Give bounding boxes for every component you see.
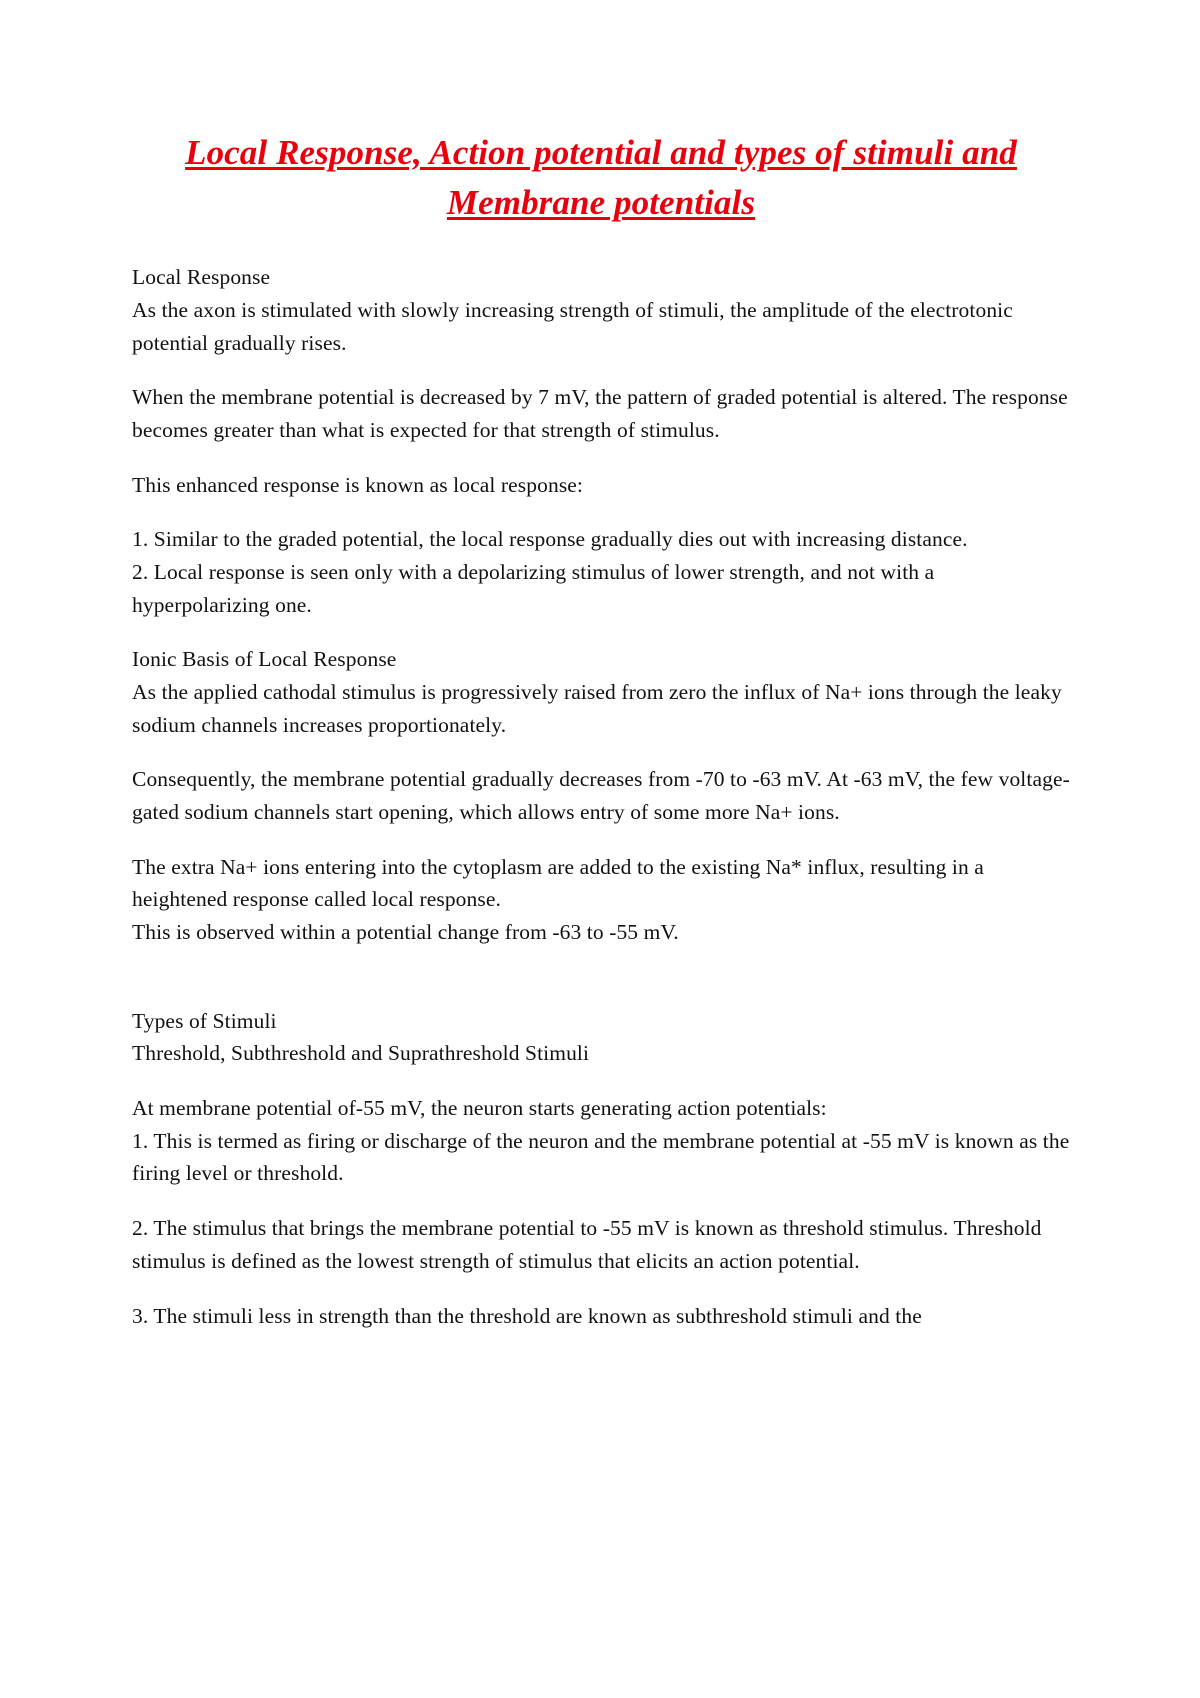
text-line: 2. Local response is seen only with a depolarizing stimulus of lower strength, and not with a hyperpolarizing one. [132,560,935,617]
text-line: Local Response [132,265,271,290]
text-line: Threshold, Subthreshold and Suprathreshold Stimuli [132,1041,590,1066]
section-spacer [132,971,1070,1005]
paragraph-enhanced-response: This enhanced response is known as local response: [132,472,584,497]
paragraph-threshold-stimulus: 2. The stimulus that brings the membrane potential to -55 mV is known as threshold stimulus. Threshold stimulus is defined as the lowest strength of stimulus that elicits an action potential. [132,1216,1042,1273]
text-line: As the applied cathodal stimulus is progressively raised from zero the influx of Na+ ions through the leaky sodium channels increases proportionately. [132,680,1062,737]
text-line: This is observed within a potential change from -63 to -55 mV. [132,920,679,945]
paragraph-extra-na-ions [132,851,1070,949]
paragraph-types-of-stimuli-heading [132,1005,1070,1070]
paragraph-subthreshold-stimuli: 3. The stimuli less in strength than the threshold are known as subthreshold stimuli and the [132,1303,922,1328]
text-line: As the axon is stimulated with slowly increasing strength of stimuli, the amplitude of the electrotonic potential gradually rises. [132,298,1013,355]
text-line: 1. This is termed as firing or discharge of the neuron and the membrane potential at -55 mV is known as the firing level or threshold. [132,1128,1070,1186]
text-line: Types of Stimuli [132,1008,277,1033]
text-line: At membrane potential of-55 mV, the neuron starts generating action potentials: [132,1096,827,1121]
text-line: The extra Na+ ions entering into the cytoplasm are added to the existing Na* influx, resulting in a heightened response called local response. [132,854,984,912]
paragraph-membrane-potential-values: Consequently, the membrane potential gradually decreases from -70 to -63 mV. At -63 mV, the few voltage-gated sodium channels start opening, which allows entry of some more Na+ ions. [132,767,1070,825]
paragraph-local-response-points [132,523,1070,621]
text-line: 1. Similar to the graded potential, the local response gradually dies out with increasing distance. [132,527,968,552]
text-line: Ionic Basis of Local Response [132,647,397,672]
paragraph-firing-level [132,1092,1070,1190]
paragraph-membrane-potential-decrease: When the membrane potential is decreased by 7 mV, the pattern of graded potential is altered. The response becomes greater than what is expected for that strength of stimulus. [132,385,1068,443]
page-title: Local Response, Action potential and types of stimuli and Membrane potentials [185,133,1017,222]
paragraph-ionic-basis [132,643,1070,741]
paragraph-local-response-intro [132,261,1070,359]
